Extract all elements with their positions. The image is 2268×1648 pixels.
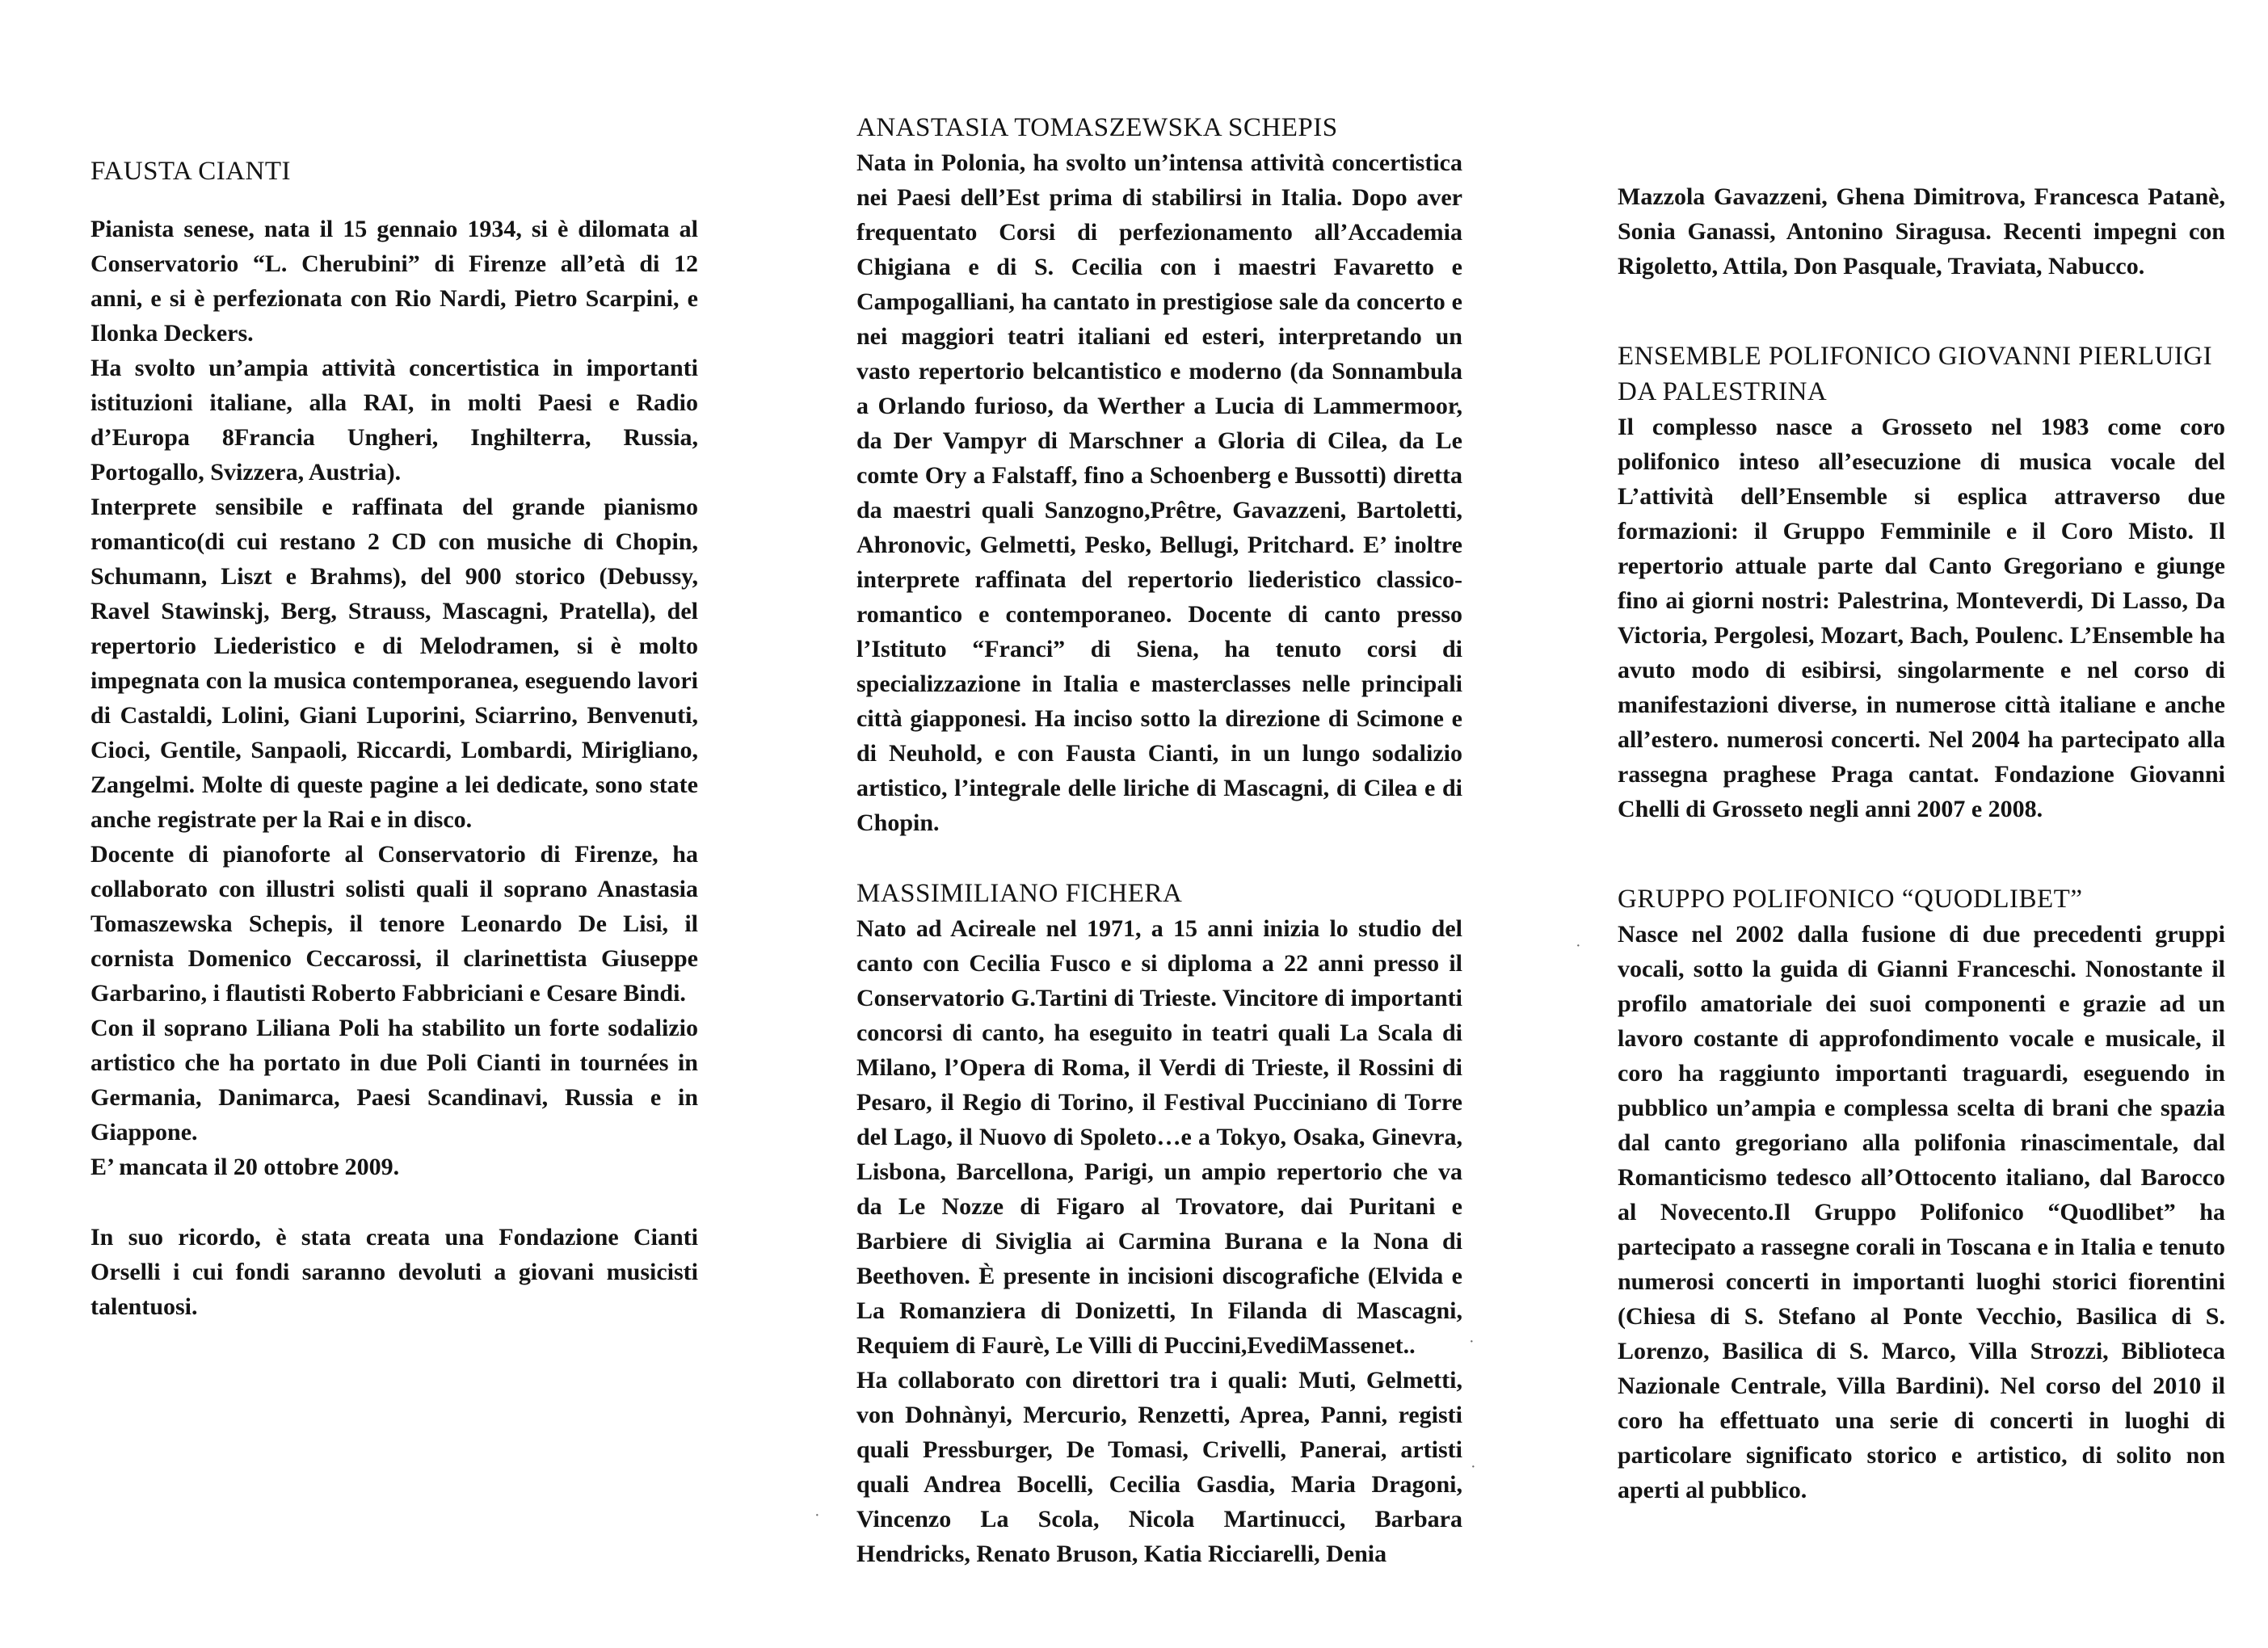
heading-gruppo-quodlibet: GRUPPO POLIFONICO “QUODLIBET” bbox=[1618, 885, 2083, 914]
bio-paragraph: Il complesso nasce a Grosseto nel 1983 come coro polifonico inteso all’esecuzione di musica vocale del L’attività dell’Ensemble si esplica attraverso due formazioni: il Gruppo Femminile e il Coro Misto. Il repertorio attuale parte dal Canto Gregoriano e giunge fino ai giorni nostri: Palestrina, Monteverdi, Di Lasso, Da Victoria, Pergolesi, Mozart, Bach, Poulenc. L’Ensemble ha avuto modo di esibirsi, singolarmente e nel corso di manifestazioni diverse, in numerose città italiane e anche all’estero. numerosi concerti. Nel 2004 ha partecipato alla rassegna praghese Praga cantat. Fondazione Giovanni Chelli di Grosseto negli anni 2007 e 2008. bbox=[1618, 414, 2225, 822]
bio-paragraph: Ha collaborato con direttori tra i quali: Muti, Gelmetti, von Dohnànyi, Mercurio, Renzetti, Aprea, Panni, registi quali Pressburger, De Tomasi, Crivelli, Panerai, artisti quali Andrea Bocelli, Cecilia Gasdia, Maria Dragoni, Vincenzo La Scola, Nicola Martinucci, Barbara Hendricks, Renato Bruson, Katia Ricciarelli, Denia bbox=[856, 1367, 1462, 1567]
heading-fausta-cianti: FAUSTA CIANTI bbox=[90, 157, 292, 186]
bio-paragraph: Con il soprano Liliana Poli ha stabilito un forte sodalizio artistico che ha portato in due Poli Cianti in tournées in Germania, Danimarca, Paesi Scandinavi, Russia e in Giappone. bbox=[90, 1015, 698, 1146]
bio-paragraph: Docente di pianoforte al Conservatorio di Firenze, ha collaborato con illustri solisti quali il soprano Anastasia Tomaszewska Schepis, il tenore Leonardo De Lisi, il cornista Domenico Ceccarossi, il clarinettista Giuseppe Garbarino, i flautisti Roberto Fabbriciani e Cesare Bindi. bbox=[90, 841, 698, 1007]
scan-speck: · bbox=[814, 1507, 820, 1524]
scan-speck: · bbox=[1471, 1458, 1476, 1476]
column-ensembles bbox=[1618, 179, 2225, 1507]
bio-paragraph-continued: Mazzola Gavazzeni, Ghena Dimitrova, Francesca Patanè, Sonia Ganassi, Antonino Siragusa. Recenti impegni con Rigoletto, Attila, Don Pasquale, Traviata, Nabucco. bbox=[1618, 183, 2225, 280]
bio-paragraph: Nata in Polonia, ha svolto un’intensa attività concertistica nei Paesi dell’Est prima di stabilirsi in Italia. Dopo aver frequentato Corsi di perfezionamento all’Accademia Chigiana e di S. Cecilia con i maestri Favaretto e Campogalliani, ha cantato in prestigiose sale da concerto e nei maggiori teatri italiani ed esteri, interpretando un vasto repertorio belcantistico e moderno (da Sonnambula a Orlando furioso, da Werther a Lucia di Lammermoor, da Der Vampyr di Marschner a Gloria di Cilea, da Le comte Ory a Falstaff, fino a Schoenberg e Bussotti) diretta da maestri quali Sanzogno,Prêtre, Gavazzeni, Bartoletti, Ahronovic, Gelmetti, Pesko, Bellugi, Pritchard. E’ inoltre interprete raffinata del repertorio liederistico classico-romantico e contemporaneo. Docente di canto presso l’Istituto “Franci” di Siena, ha tenuto corsi di specializzazione in Italia e masterclasses nelle principali città giapponesi. Ha inciso sotto la direzione di Scimone e di Neuhold, e con Fausta Cianti, in un lungo sodalizio artistico, l’integrale delle liriche di Mascagni, di Cilea e di Chopin. bbox=[856, 149, 1462, 836]
bio-paragraph: E’ mancata il 20 ottobre 2009. bbox=[90, 1154, 400, 1180]
scan-speck: · bbox=[1469, 1333, 1475, 1351]
bio-paragraph: Ha svolto un’ampia attività concertistica in importanti istituzioni italiane, alla RAI, in molti Paesi e Radio d’Europa 8Francia Ungheri, Inghilterra, Russia, Portogallo, Svizzera, Austria). bbox=[90, 355, 698, 486]
heading-anastasia-tomaszewska-schepis: ANASTASIA TOMASZEWSKA SCHEPIS bbox=[856, 113, 1338, 142]
bio-paragraph: In suo ricordo, è stata creata una Fondazione Cianti Orselli i cui fondi saranno devoluti a giovani musicisti talentuosi. bbox=[90, 1224, 698, 1320]
heading-massimiliano-fichera: MASSIMILIANO FICHERA bbox=[856, 879, 1183, 908]
scan-speck: · bbox=[1576, 937, 1581, 955]
bio-paragraph: Nato ad Acireale nel 1971, a 15 anni inizia lo studio del canto con Cecilia Fusco e si diploma a 22 anni presso il Conservatorio G.Tartini di Trieste. Vincitore di importanti concorsi di canto, ha eseguito in teatri quali La Scala di Milano, l’Opera di Roma, il Verdi di Trieste, il Rossini di Pesaro, il Regio di Torino, il Festival Pucciniano di Torre del Lago, il Nuovo di Spoleto…e a Tokyo, Osaka, Ginevra, Lisbona, Barcellona, Parigi, un ampio repertorio che va da Le Nozze di Figaro al Trovatore, dai Puritani e Barbiere di Siviglia ai Carmina Burana e la Nona di Beethoven. È presente in incisioni discografiche (Elvida e La Romanziera di Donizetti, In Filanda di Mascagni, Requiem di Faurè, Le Villi di Puccini,EvediMassenet.. bbox=[856, 915, 1462, 1359]
bio-paragraph: Interprete sensibile e raffinata del grande pianismo romantico(di cui restano 2 CD con musiche di Chopin, Schumann, Liszt e Brahms), del 900 storico (Debussy, Ravel Stawinskj, Berg, Strauss, Mascagni, Pratella), del repertorio Liederistico e di Melodramen, si è molto impegnata con la musica contemporanea, eseguendo lavori di Castaldi, Lolini, Giani Luporini, Sciarrino, Benvenuti, Cioci, Gentile, Sanpaoli, Riccardi, Lombardi, Mirigliano, Zangelmi. Molte di queste pagine a lei dedicate, sono state anche registrate per la Rai e in disco. bbox=[90, 494, 698, 833]
heading-ensemble-palestrina: ENSEMBLE POLIFONICO GIOVANNI PIERLUIGI DA PALESTRINA bbox=[1618, 342, 2213, 406]
bio-paragraph: Pianista senese, nata il 15 gennaio 1934, si è dilomata al Conservatorio “L. Cherubini” di Firenze all’età di 12 anni, e si è perfezionata con Rio Nardi, Pietro Scarpini, e Ilonka Deckers. bbox=[90, 216, 698, 347]
column-fausta-cianti bbox=[90, 153, 698, 1324]
bio-paragraph: Nasce nel 2002 dalla fusione di due precedenti gruppi vocali, sotto la guida di Gianni Franceschi. Nonostante il profilo amatoriale dei suoi componenti e grazie ad un lavoro costante di approfondimento vocale e musicale, il coro ha raggiunto importanti traguardi, eseguendo in pubblico un’ampia e complessa scelta di brani che spazia dal canto gregoriano alla polifonia rinascimentale, dal Romanticismo tedesco all’Ottocento italiano, dal Barocco al Novecento.Il Gruppo Polifonico “Quodlibet” ha partecipato a rassegne corali in Toscana e in Italia e tenuto numerosi concerti in importanti luoghi storici fiorentini (Chiesa di S. Stefano al Ponte Vecchio, Basilica di S. Lorenzo, Basilica di S. Marco, Villa Strozzi, Biblioteca Nazionale Centrale, Villa Bardini). Nel corso del 2010 il coro ha effettuato una serie di concerti in luoghi di particolare significato storico e artistico, di solito non aperti al pubblico. bbox=[1618, 921, 2225, 1503]
column-singers bbox=[856, 110, 1462, 1571]
